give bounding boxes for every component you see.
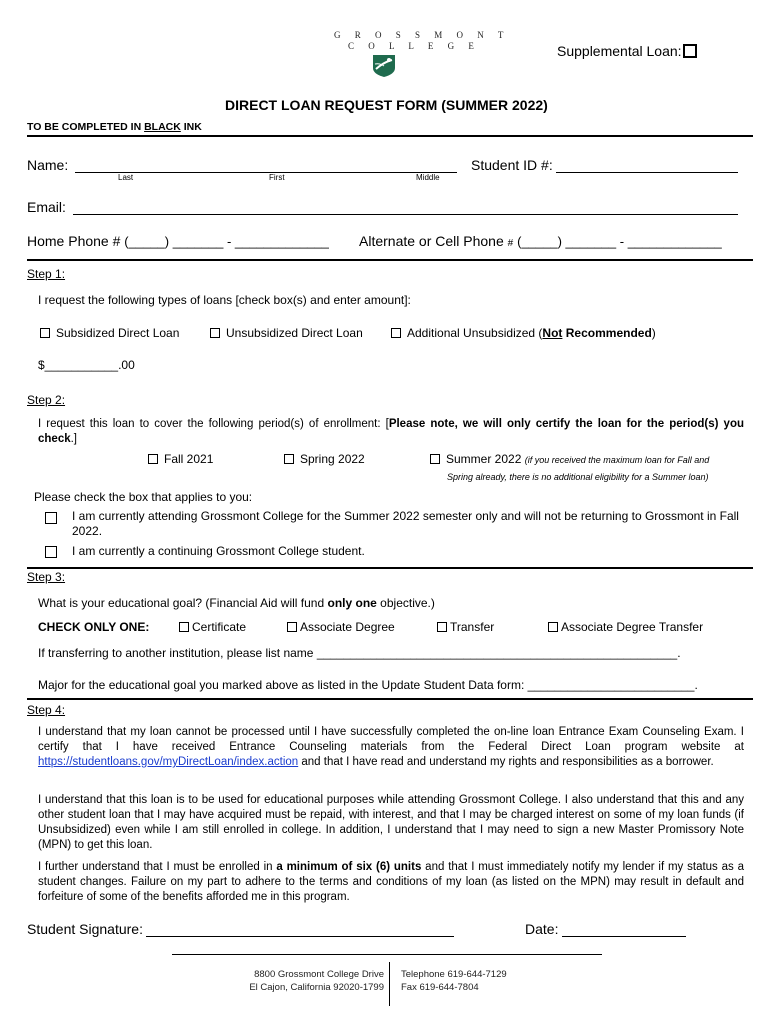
- footer-contact: [401, 968, 507, 994]
- date-label: Date:: [525, 921, 559, 937]
- name-input[interactable]: [75, 158, 457, 173]
- alt-phone-field[interactable]: [359, 233, 722, 249]
- home-phone-field[interactable]: [27, 233, 329, 249]
- step3-question: [38, 596, 435, 610]
- supplemental-loan-field[interactable]: [557, 43, 697, 59]
- goal-transfer-option[interactable]: [437, 620, 494, 634]
- footer-fax: Fax 619-644-7804: [401, 982, 479, 993]
- summer-2022-label: Summer 2022: [446, 452, 522, 466]
- footer-address: [180, 968, 384, 994]
- check-only-one-label: CHECK ONLY ONE:: [38, 620, 150, 634]
- step3-heading: Step 3:: [27, 570, 66, 584]
- subsidized-label: Subsidized Direct Loan: [56, 326, 180, 340]
- summer-note-line1: (if you received the maximum loan for Fall and: [524, 455, 710, 465]
- address-line1: 8800 Grossmont College Drive: [254, 969, 384, 980]
- additional-unsubsidized-option[interactable]: [391, 326, 656, 340]
- applies-option1-checkbox[interactable]: [45, 512, 57, 524]
- subsidized-option[interactable]: [40, 326, 179, 340]
- step3-divider: [27, 698, 753, 700]
- email-label: Email:: [27, 199, 66, 215]
- step3-question-suffix: objective.): [376, 596, 435, 610]
- ink-note: [27, 121, 202, 133]
- goal-certificate-option[interactable]: [179, 620, 246, 634]
- applies-option2-label: I am currently a continuing Grossmont College student.: [72, 544, 365, 558]
- student-signature-input[interactable]: [146, 922, 454, 937]
- name-label: Name:: [27, 157, 69, 173]
- form-title: DIRECT LOAN REQUEST FORM (SUMMER 2022): [225, 97, 548, 113]
- loan-amount-input[interactable]: $___________.00: [38, 358, 135, 372]
- goal-associate-transfer-checkbox[interactable]: [548, 622, 558, 632]
- step1-heading: Step 1:: [27, 267, 66, 281]
- home-phone-format[interactable]: (_____) _______ - _____________: [124, 234, 329, 249]
- summer-2022-checkbox[interactable]: [430, 454, 440, 464]
- goal-certificate-checkbox[interactable]: [179, 622, 189, 632]
- name-sub-last: Last: [118, 173, 134, 182]
- step1-instruction: I request the following types of loans [check box(s) and enter amount]:: [38, 293, 411, 307]
- applies-option2-checkbox[interactable]: [45, 546, 57, 558]
- college-shield-logo-icon: [372, 54, 396, 78]
- step4-paragraph1: [38, 725, 744, 770]
- step2-heading: Step 2:: [27, 393, 66, 407]
- applies-option1-label: I am currently attending Grossmont College for the Summer 2022 semester only and will not be returning to Grossmont in Fall 2022.: [72, 509, 739, 538]
- additional-recommended: Recommended: [562, 326, 652, 340]
- unsubsidized-label: Unsubsidized Direct Loan: [226, 326, 363, 340]
- name-sub-middle: Middle: [416, 173, 440, 182]
- address-line2: El Cajon, California 92020-1799: [249, 982, 384, 993]
- fall-2021-option[interactable]: [148, 452, 213, 466]
- home-phone-label: Home Phone #: [27, 233, 121, 249]
- footer-rule: [172, 954, 602, 955]
- summer-2022-option[interactable]: [430, 452, 709, 466]
- additional-prefix: Additional Unsubsidized (: [407, 326, 543, 340]
- step3-question-prefix: What is your educational goal? (Financial Aid will fund: [38, 596, 328, 610]
- goal-certificate-label: Certificate: [192, 620, 247, 634]
- step2-divider: [27, 567, 753, 569]
- supplemental-loan-checkbox[interactable]: [683, 44, 697, 58]
- date-input[interactable]: [562, 922, 686, 937]
- additional-unsubsidized-checkbox[interactable]: [391, 328, 401, 338]
- step4-p1-prefix: I understand that my loan cannot be processed until I have successfully completed the on-line loan Entrance Exam Counseling Exam. I certify that I have received Entrance Counseling materials from the Federal Direct Loan program website at: [38, 726, 744, 753]
- fall-2021-label: Fall 2021: [164, 452, 214, 466]
- alt-phone-hash: #: [507, 238, 514, 249]
- step4-p3-suffix: and that I must immediately notify my lender if my status as a student changes. Failure on my part to adhere to the terms and conditions of my loan (as listed on the MPN) may result in default and forfeiture of some of the benefits afforded me in this program.: [38, 861, 744, 903]
- spring-2022-option[interactable]: [284, 452, 365, 466]
- unsubsidized-checkbox[interactable]: [210, 328, 220, 338]
- goal-associate-label: Associate Degree: [300, 620, 395, 634]
- ink-note-emph: BLACK: [144, 121, 181, 133]
- footer-separator: [389, 962, 390, 1006]
- goal-associate-transfer-label: Associate Degree Transfer: [561, 620, 704, 634]
- goal-associate-transfer-option[interactable]: [548, 620, 703, 634]
- step4-paragraph2: I understand that this loan is to be used for educational purposes while attending Grossmont College. I also understand that this and any other student loan that I may have acquired must be repaid, with interest, and that I may be charged interest on some of my loan funds (if Unsubsidized) even while I am still enrolled in college. In addition, I understand that I may need to sign a new Master Promissory Note (MPN) to get this loan.: [38, 794, 744, 851]
- alt-phone-label: Alternate or Cell Phone: [359, 233, 504, 249]
- goal-associate-checkbox[interactable]: [287, 622, 297, 632]
- step4-p1-suffix: and that I have read and understand my rights and responsibilities as a borrower.: [298, 756, 714, 768]
- ink-note-suffix: INK: [180, 121, 202, 133]
- email-input[interactable]: [73, 200, 738, 215]
- subsidized-checkbox[interactable]: [40, 328, 50, 338]
- name-sub-first: First: [269, 173, 285, 182]
- applies-prompt: Please check the box that applies to you:: [34, 490, 253, 504]
- goal-transfer-label: Transfer: [450, 620, 495, 634]
- step2-instruction-bold: Please note, we will only certify the loan for the period(s) you check: [38, 418, 744, 445]
- step2-instruction: [38, 417, 744, 447]
- additional-not: Not: [542, 326, 563, 340]
- additional-suffix: ): [651, 326, 656, 340]
- student-signature-label: Student Signature:: [27, 921, 143, 937]
- fall-2021-checkbox[interactable]: [148, 454, 158, 464]
- title-divider: [27, 135, 753, 137]
- step4-heading: Step 4:: [27, 703, 66, 717]
- info-divider: [27, 259, 753, 261]
- student-id-label: Student ID #:: [471, 157, 553, 173]
- major-input[interactable]: Major for the educational goal you marked above as listed in the Update Student Data form: _________________________.: [38, 678, 698, 692]
- ink-note-prefix: TO BE COMPLETED IN: [27, 121, 145, 133]
- transfer-institution-input[interactable]: If transferring to another institution, please list name ______________________________________________________.: [38, 646, 681, 660]
- summer-note-line2: Spring already, there is no additional eligibility for a Summer loan): [447, 472, 709, 482]
- supplemental-loan-label: Supplemental Loan:: [557, 43, 682, 59]
- goal-transfer-checkbox[interactable]: [437, 622, 447, 632]
- alt-phone-format[interactable]: (_____) _______ - _____________: [517, 234, 722, 249]
- goal-associate-option[interactable]: [287, 620, 395, 634]
- step4-paragraph3: [38, 860, 744, 905]
- unsubsidized-option[interactable]: [210, 326, 363, 340]
- applies-option1[interactable]: [45, 510, 63, 528]
- spring-2022-label: Spring 2022: [300, 452, 365, 466]
- spring-2022-checkbox[interactable]: [284, 454, 294, 464]
- direct-loan-link[interactable]: https://studentloans.gov/myDirectLoan/index.action: [38, 756, 299, 768]
- step2-instruction-prefix: I request this loan to cover the following period(s) of enrollment: [: [38, 418, 389, 430]
- student-id-input[interactable]: [556, 158, 738, 173]
- step3-question-bold: only one: [327, 596, 377, 610]
- footer-phone: Telephone 619-644-7129: [401, 969, 507, 980]
- applies-option2[interactable]: [45, 544, 63, 562]
- step2-instruction-suffix: .]: [70, 433, 77, 445]
- college-name-line2: C O L L E G E: [348, 41, 480, 51]
- college-name-line1: G R O S S M O N T: [334, 30, 510, 40]
- step4-p3-prefix: I further understand that I must be enrolled in: [38, 861, 277, 873]
- step4-p3-bold: a minimum of six (6) units: [276, 861, 422, 873]
